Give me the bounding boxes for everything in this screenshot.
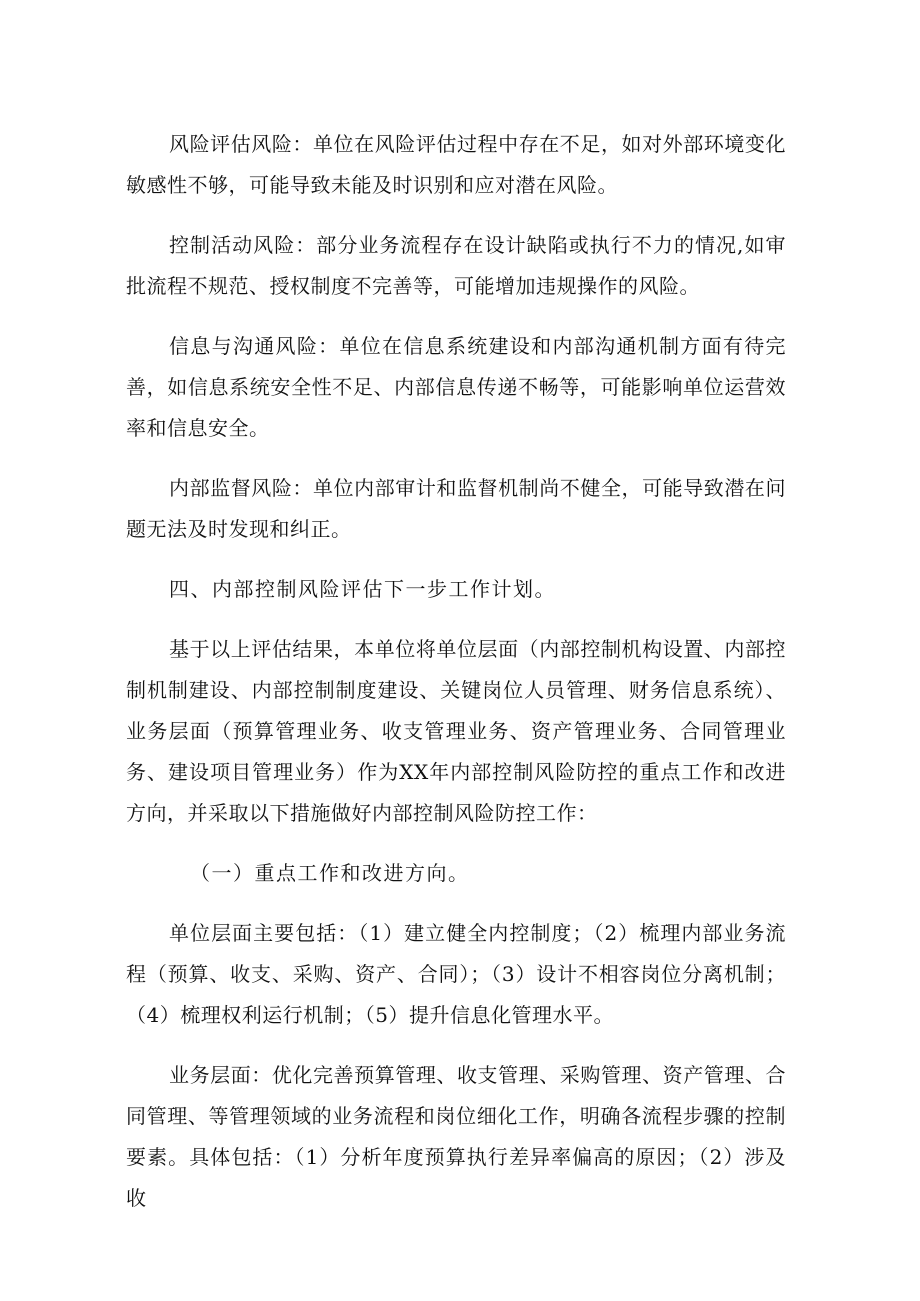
document-body	[126, 124, 786, 1238]
paragraph-section-intro: 基于以上评估结果，本单位将单位层面（内部控制机构设置、内部控制机制建设、内部控制制度建设、关键岗位人员管理、财务信息系统）、业务层面（预算管理业务、收支管理业务、资产管理业务、合同管理业务、建设项目管理业务）作为XX年内部控制风险防控的重点工作和改进方向，并采取以下措施做好内部控制风险防控工作：	[126, 637, 786, 825]
section-heading: 四、内部控制风险评估下一步工作计划。	[169, 577, 556, 601]
paragraph-internal-supervision-risk: 内部监督风险：单位内部审计和监督机制尚不健全，可能导致潜在问题无法及时发现和纠正。	[126, 476, 786, 541]
paragraph-business-level: 业务层面：优化完善预算管理、收支管理、采购管理、资产管理、合同管理、等管理领域的业务流程和岗位细化工作，明确各流程步骤的控制要素。具体包括：（1）分析年度预算执行差异率偏高的原因；（2）涉及收	[126, 1063, 786, 1210]
paragraph-risk-assessment-risk: 风险评估风险：单位在风险评估过程中存在不足，如对外部环境变化敏感性不够，可能导致未能及时识别和应对潜在风险。	[126, 132, 786, 197]
subsection-heading: （一）重点工作和改进方向。	[190, 861, 470, 885]
paragraph-control-activity-risk: 控制活动风险：部分业务流程存在设计缺陷或执行不力的情况,如审批流程不规范、授权制度不完善等，可能增加违规操作的风险。	[126, 233, 786, 298]
paragraph-unit-level: 单位层面主要包括：（1）建立健全内控制度；（2）梳理内部业务流程（预算、收支、采购、资产、合同）；（3）设计不相容岗位分离机制；（4）梳理权利运行机制；（5）提升信息化管理水平。	[126, 921, 786, 1027]
paragraph-information-communication-risk: 信息与沟通风险：单位在信息系统建设和内部沟通机制方面有待完善，如信息系统安全性不足、内部信息传递不畅等，可能影响单位运营效率和信息安全。	[126, 334, 786, 440]
